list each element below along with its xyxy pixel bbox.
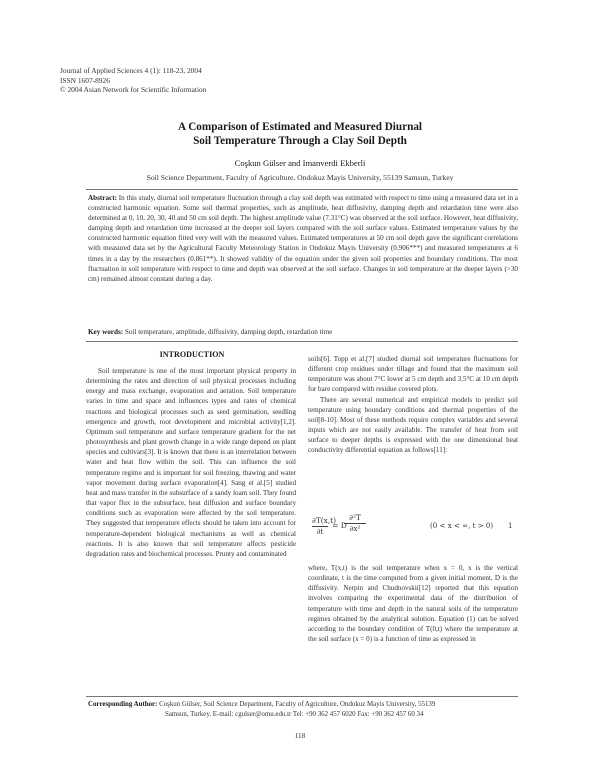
keywords-label: Key words: xyxy=(88,328,124,336)
keywords-text: Soil temperature, amplitude, diffusivity, damping depth, retardation time xyxy=(124,328,333,336)
corresponding-author-line-1: Coşkun Gülser, Soil Science Department, Faculty of Agriculture, Ondokuz Mayis University, 55139 xyxy=(159,701,436,708)
equation-rhs-denominator: ∂x² xyxy=(349,524,361,533)
corresponding-author-line-2: Samsun, Turkey. E-mail: cgulser@omu.edu.tr Tel: +90 362 457 6020 Fax: +90 362 457 60 34 xyxy=(165,711,424,719)
journal-issn: ISSN 1607-8926 xyxy=(60,75,110,85)
equation-lhs-numerator: ∂T(x,t) xyxy=(312,516,337,525)
corresponding-author xyxy=(88,700,518,720)
paper-affiliation: Soil Science Department, Faculty of Agriculture, Ondokuz Mayis University, 55139 Samsun, Turkey xyxy=(146,173,454,182)
left-column xyxy=(86,366,296,559)
intro-paragraph-4: where, T(x,t) is the soil temperature when x = 0, x is the vertical coordinate, t is the time computed from a given initial moment, D is the diffusivity. Nerpin and Chudnovskii[12] reported that this equation involves comparing the experimental data of the distribution of temperature with time and depth in the natural soils of the temperature regimes obtained by the analytical solution. Equation (1) can be solved according to the boundary condition of T(0,t) where the temperature at the soil surface (x = 0) is a function of time as expressed in xyxy=(308,564,518,644)
abstract-top-rule xyxy=(86,189,518,190)
intro-paragraph-3: There are several numerical and empirical models to predict soil temperature using boundary conditions and thermal properties of the soil[8-10]. Most of these methods require complex variables and several inputs which are not easily available. The transfer of heat from soil surface to deeper depths is expressed with the one dimensional heat conductivity differential equation as follows[11]: xyxy=(308,395,518,455)
right-column-bottom xyxy=(308,563,518,644)
paper-authors: Coşkun Gülser and Imanverdi Ekberli xyxy=(234,158,366,168)
page-number: 118 xyxy=(294,732,306,740)
equation-rhs-numerator: ∂²T xyxy=(344,513,366,524)
heat-equation xyxy=(312,510,516,552)
abstract xyxy=(88,193,518,284)
equation-equals: = D xyxy=(332,521,347,530)
footer-rule xyxy=(86,696,518,697)
intro-paragraph-2: soils[6]. Topp et al.[7] studied diurnal soil temperature fluctuations for different crop residues under tillage and found that the maximum soil temperature was about 7°C lower at 5 cm depth and 3.5°C at 10 cm depth for bare compared with residue covered plots. xyxy=(308,355,518,394)
keywords-bottom-rule xyxy=(86,341,518,342)
intro-paragraph-1: Soil temperature is one of the most important physical property in determining the rates and direction of soil physical processes including energy and mass exchange, evaporation and aeration. Soil temperature varies in time and space and influences types and rates of chemical reactions and biological processes such as seed germination, seedling emergence and growth, root development and microbial activity[1,2]. Optimum soil temperature and surface temperature gradient for the net photosynthesis and plant growth change in a wide range depend on plant species and cultivars[3]. It is known that there is an interrelation between water and heat flow within the soil. This can influence the soil temperature regime and is important for soil freezing, thawing and water vapor movement during surface evaporation[4]. Sang et al.[5] studied heat and mass transfer in the subsurface of a sandy loam soil. They found that vapor flux in the subsurface, heat diffusion and surface boundary conditions such as evaporation were affected by the soil temperature. They suggested that temperature effects should be taken into account for temperature-dependent biological mechanisms as well as chemical reactions. It is also known that soil temperature affects pesticide degradation rates and biochemical processes. Prunty and contaminated xyxy=(86,367,296,558)
abstract-text: In this study, diurnal soil temperature fluctuation through a clay soil depth was estimated with respect to time using a measured data set in a constructed harmonic equation. Some soil thermal properties, such as amplitude, heat diffusivity, damping depth and retardation time were also determined at 0, 10, 20, 30, 40 and 50 cm soil depth. The highest amplitude value (7.31°C) was observed at the soil surface. However, heat diffusivity, damping depth and retardation time increased at the deeper soil layers compared with the soil surface values. Estimated temperature values by the constructed harmonic equation fitted very well with the measured values. Estimated temperatures at 50 cm soil depth gave the significant correlations with measured data set by the Agricultural Faculty Meteorology Station in Ondokuz Mayis University (0.906***) and measured temperatures at 6 times in a day by the researchers (0.861**). It showed validity of the equation under the given soil properties and boundary conditions. The most fluctuation in soil temperature with respect to time and depth was observed at the soil surface. Changes in soil temperature at the deeper layers (>30 cm) remained almost constant during a day. xyxy=(88,194,518,283)
keywords xyxy=(88,327,518,337)
introduction-heading: INTRODUCTION xyxy=(159,350,225,359)
corresponding-author-label: Corresponding Author: xyxy=(88,701,158,708)
right-column-top xyxy=(308,354,518,456)
paper-title xyxy=(0,120,600,148)
equation-condition: (0 < x < ∞, t > 0) xyxy=(430,521,494,530)
equation-lhs-denominator: ∂t xyxy=(316,527,324,536)
equation-number: 1 xyxy=(508,521,513,530)
journal-header xyxy=(60,66,206,95)
equation-rhs xyxy=(344,513,366,534)
paper-title-line-2: Soil Temperature Through a Clay Soil Depth xyxy=(193,135,407,147)
journal-copyright: © 2004 Asian Network for Scientific Information xyxy=(60,85,207,95)
equation-lhs xyxy=(312,516,337,537)
paper-title-line-1: A Comparison of Estimated and Measured Diurnal xyxy=(177,121,423,133)
abstract-label: Abstract: xyxy=(88,194,117,202)
journal-citation: Journal of Applied Sciences 4 (1): 118-23, 2004 xyxy=(60,66,202,75)
